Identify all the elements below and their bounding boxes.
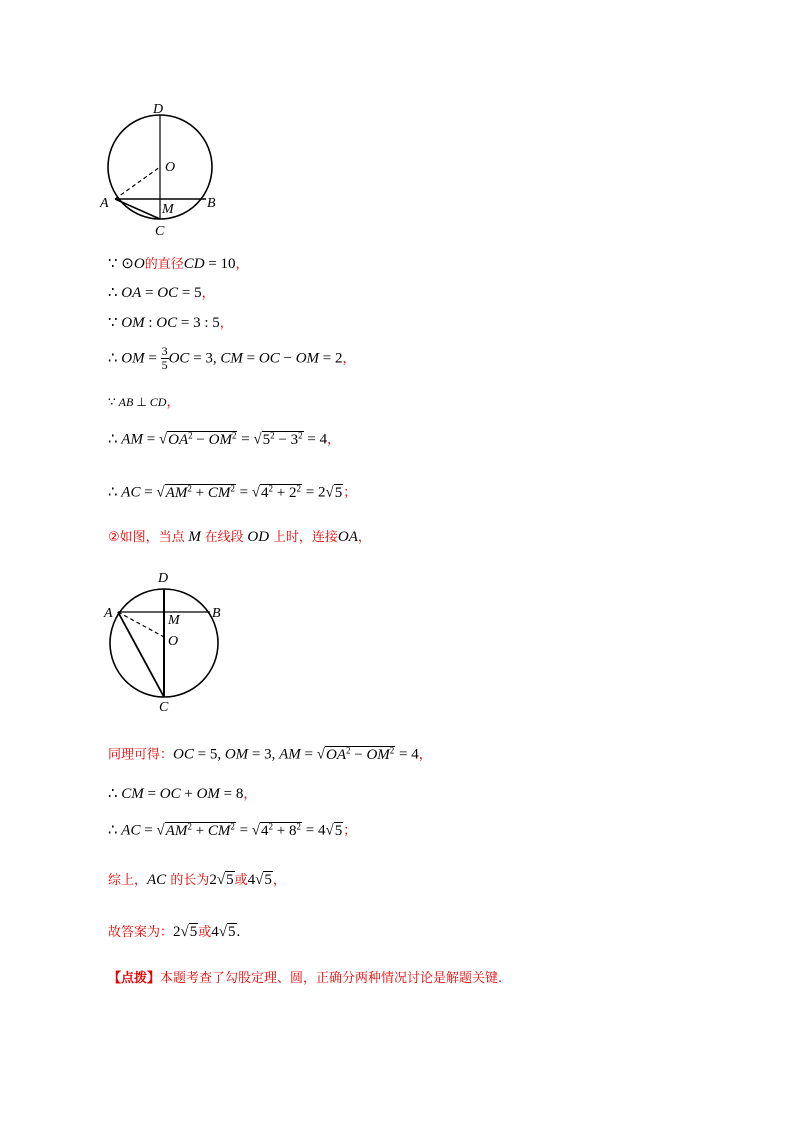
fig2-label-M: M (168, 613, 180, 628)
figure-1-circle-diagram (95, 95, 240, 245)
fig1-label-B: B (207, 196, 216, 211)
summary-line: 综上，AC 的长为2√5或4√5， (108, 872, 286, 888)
math-line-9: 同理可得：OC = 5, OM = 3, AM = $√OA^2 - OM^2 = 4$， (108, 745, 432, 763)
fig1-label-C: C (155, 224, 165, 239)
math-line-7: ∴ AC = $√AM^2 + CM^2 = √4^2 + 2^2 = 2√5$； (108, 483, 357, 501)
fig2-label-B: B (212, 606, 221, 621)
math-line-11: ∴ AC = $√AM^2 + CM^2 = √4^2 + 8^2 = 4√5$； (108, 821, 357, 839)
fig1-label-O: O (165, 160, 176, 175)
fig2-label-D: D (158, 571, 169, 586)
fig2-label-C: C (159, 700, 169, 715)
math-line-1: ∵ ⊙O的直径CD = 10， (108, 256, 249, 272)
tip-line: 【点拨】本题考查了勾股定理、圆，正确分两种情况讨论是解题关键. (108, 971, 503, 986)
answer-line: 故答案为：2√5或4√5. (108, 924, 241, 940)
math-line-3: ∵ OM : OC = 3 : 5， (108, 315, 233, 331)
math-line-2: ∴ OA = OC = 5， (108, 285, 215, 301)
fig2-label-A: A (104, 606, 113, 621)
math-line-6: ∴ AM = $√OA^2 - OM^2 = √5^2 - 3^2 = 4$， (108, 430, 341, 448)
fig1-label-D: D (153, 102, 164, 117)
math-line-4: ∴ OM = $\frac{3}{5}$ OC = 3, CM = OC − OM = 2， (108, 344, 356, 372)
fig1-label-A: A (100, 196, 109, 211)
figure-2-circle-diagram (98, 565, 238, 715)
math-line-5: ∵ AB ⊥ CD， (108, 395, 180, 410)
fig1-label-M: M (162, 202, 174, 217)
math-line-10: ∴ CM = OC + OM = 8， (108, 786, 257, 802)
math-line-8: ②如图，当点 M 在线段 OD 上时，连接OA， (108, 529, 371, 545)
fig2-label-O: O (168, 634, 179, 649)
